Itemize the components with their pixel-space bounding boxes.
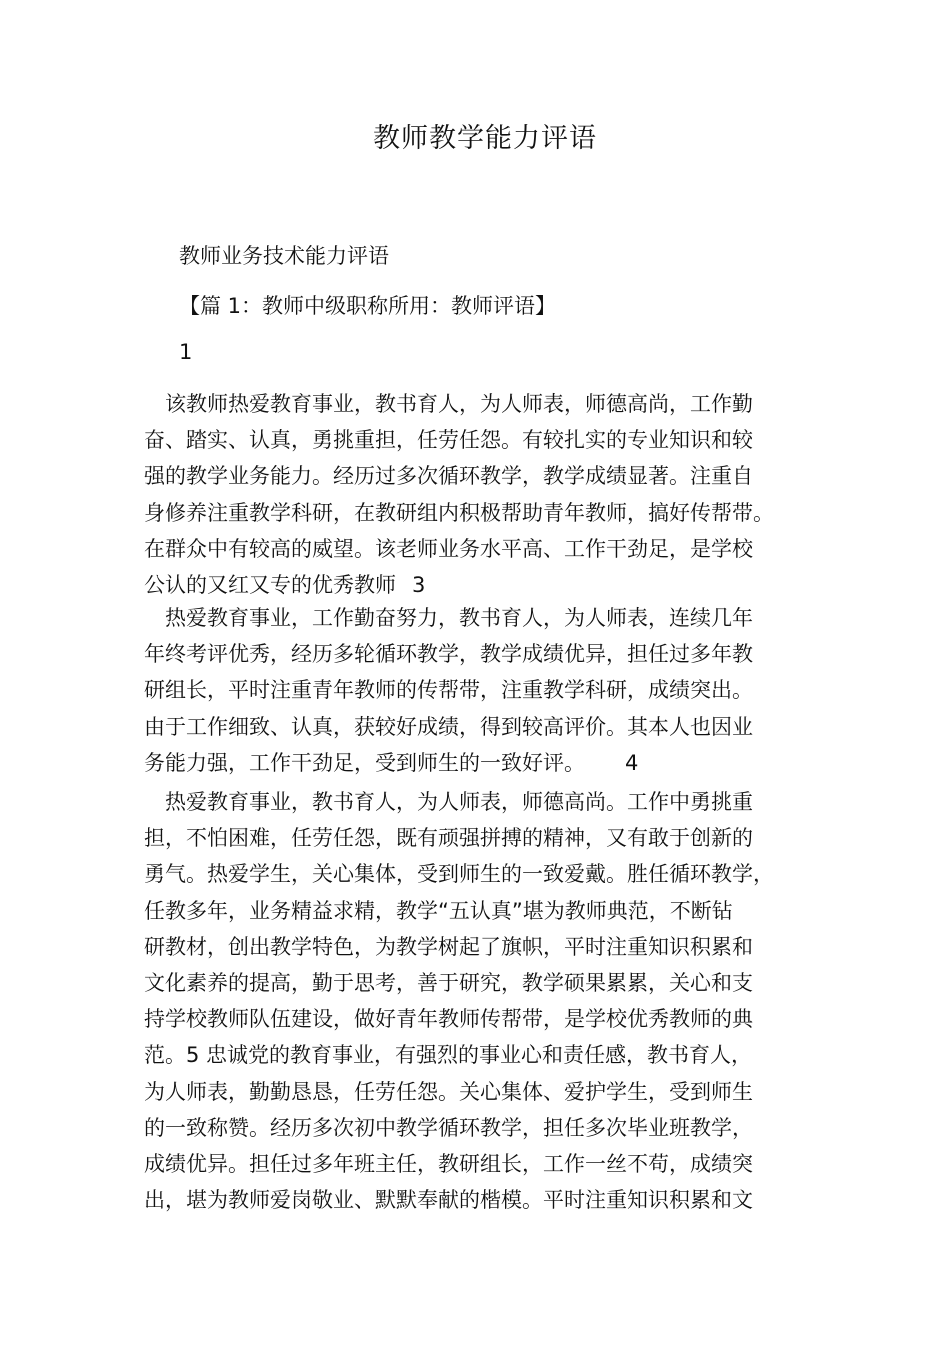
- paragraph-line: 范。5 忠诚党的教育事业，有强烈的事业心和责任感，教书育人，: [144, 1043, 753, 1068]
- paragraph-line: 文化素养的提高，勤于思考，善于研究，教学硕果累累，关心和支: [144, 971, 753, 996]
- paragraph-line: 身修养注重教学科研，在教研组内积极帮助青年教师，搞好传帮带。: [144, 500, 774, 525]
- paragraph-line: 出，堪为教师爱岗敬业、默默奉献的楷模。平时注重知识积累和文: [144, 1188, 753, 1213]
- paragraph-line: 研教材，创出教学特色，为教学树起了旗帜，平时注重知识积累和: [144, 934, 753, 959]
- paragraph-line: 的一致称赞。经历多次初中教学循环教学，担任多次毕业班教学，: [144, 1115, 753, 1140]
- paragraph-line: 由于工作细致、认真，获较好成绩，得到较高评价。其本人也因业: [144, 714, 753, 739]
- document-title: 教师教学能力评语: [373, 123, 597, 154]
- section-heading: 【篇 1：教师中级职称所用：教师评语】: [179, 294, 557, 318]
- paragraph-3: [144, 784, 774, 1218]
- paragraph-line: 任教多年，业务精益求精，教学“五认真”堪为教师典范，不断钻: [144, 898, 733, 923]
- paragraph-line: 该教师热爱教育事业，教书育人，为人师表，师德高尚，工作勤: [144, 392, 753, 416]
- document-subtitle: 教师业务技术能力评语: [179, 244, 389, 268]
- item-number: 4: [625, 750, 639, 775]
- paragraph-line: 勇气。热爱学生，关心集体，受到师生的一致爱戴。胜任循环教学，: [144, 862, 774, 887]
- item-number: 3: [412, 573, 426, 598]
- paragraph-line: 奋、踏实、认真，勇挑重担，任劳任怨。有较扎实的专业知识和较: [144, 428, 753, 453]
- paragraph-line: 热爱教育事业，教书育人，为人师表，师德高尚。工作中勇挑重: [144, 790, 753, 814]
- paragraph-line: 年终考评优秀，经历多轮循环教学，教学成绩优异，担任过多年教: [144, 642, 753, 667]
- paragraph-line-text: 务能力强，工作干劲足，受到师生的一致好评。: [144, 750, 585, 775]
- paragraph-1: [144, 386, 774, 603]
- paragraph-line: 强的教学业务能力。经历过多次循环教学，教学成绩显著。注重自: [144, 464, 753, 489]
- paragraph-line: 在群众中有较高的威望。该老师业务水平高、工作干劲足，是学校: [144, 536, 753, 561]
- paragraph-line-text: 公认的又红又专的优秀教师: [144, 573, 396, 598]
- index-number: 1: [179, 340, 193, 364]
- paragraph-line-last: [144, 745, 764, 781]
- paragraph-line: 担，不怕困难，任劳任怨，既有顽强拼搏的精神，又有敢于创新的: [144, 826, 753, 851]
- paragraph-line: 成绩优异。担任过多年班主任，教研组长，工作一丝不苟，成绩突: [144, 1152, 753, 1177]
- paragraph-line: 持学校教师队伍建设，做好青年教师传帮带，是学校优秀教师的典: [144, 1007, 753, 1032]
- paragraph-line: 为人师表，勤勤恳恳，任劳任怨。关心集体、爱护学生，受到师生: [144, 1079, 753, 1104]
- paragraph-line: 研组长，平时注重青年教师的传帮带，注重教学科研，成绩突出。: [144, 678, 753, 703]
- paragraph-line: 热爱教育事业，工作勤奋努力，教书育人，为人师表，连续几年: [144, 606, 753, 630]
- paragraph-2: [144, 600, 764, 781]
- paragraph-line-last: [144, 567, 764, 603]
